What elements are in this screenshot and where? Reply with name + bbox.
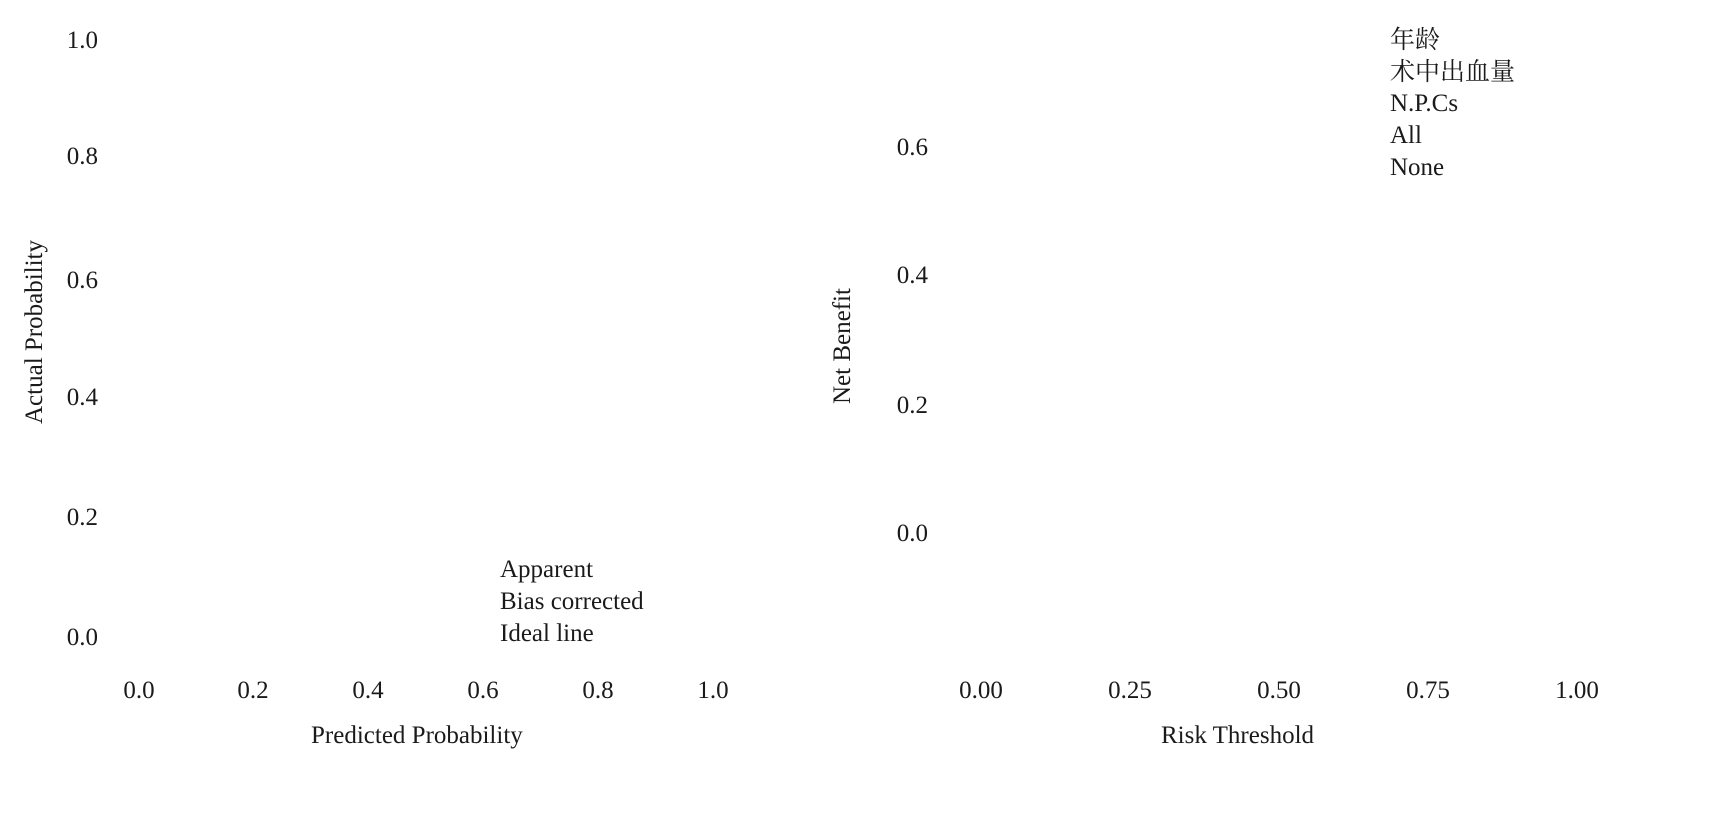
- dca-y-axis-title: Net Benefit: [829, 288, 856, 404]
- calibration-xtick-1: 0.0: [123, 677, 155, 704]
- calibration-ytick-3: 0.6: [66, 267, 98, 294]
- decision-curve-panel: [829, 0, 1716, 831]
- calibration-ytick-6: 0.0: [66, 624, 98, 651]
- dca-ytick-3: 0.2: [896, 392, 928, 419]
- legend-item-none[interactable]: None: [1390, 154, 1445, 181]
- calibration-y-axis-title: Actual Probability: [21, 240, 48, 424]
- dca-xtick-5: 1.00: [1555, 677, 1599, 704]
- calibration-xtick-5: 0.8: [582, 677, 614, 704]
- dca-xtick-4: 0.75: [1406, 677, 1450, 704]
- dca-ytick-1: 0.6: [896, 134, 928, 161]
- calibration-ytick-5: 0.2: [66, 504, 98, 531]
- dca-xtick-3: 0.50: [1257, 677, 1301, 704]
- calibration-xtick-3: 0.4: [352, 677, 384, 704]
- calibration-ytick-4: 0.4: [66, 384, 98, 411]
- legend-item-apparent[interactable]: Apparent: [500, 556, 594, 583]
- legend-item-age[interactable]: 年龄: [1390, 25, 1441, 54]
- legend-item-intraoperative-blood-loss[interactable]: 术中出血量: [1390, 57, 1516, 86]
- dca-x-axis-title: Risk Threshold: [1161, 722, 1315, 749]
- dca-xtick-1: 0.00: [959, 677, 1003, 704]
- calibration-x-axis-title: Predicted Probability: [311, 722, 523, 749]
- dca-xtick-2: 0.25: [1108, 677, 1152, 704]
- dca-legend: [1390, 24, 1515, 184]
- dca-ytick-2: 0.4: [896, 262, 928, 289]
- legend-item-bias-corrected[interactable]: Bias corrected: [500, 588, 644, 615]
- calibration-ytick-1: 1.0: [66, 27, 98, 54]
- calibration-xtick-6: 1.0: [697, 677, 729, 704]
- dca-ytick-4: 0.0: [896, 520, 928, 547]
- calibration-legend: [500, 554, 644, 650]
- legend-item-all[interactable]: All: [1390, 122, 1422, 149]
- calibration-ytick-2: 0.8: [66, 143, 98, 170]
- legend-item-ideal-line[interactable]: Ideal line: [500, 620, 594, 647]
- legend-item-npcs[interactable]: N.P.Cs: [1390, 90, 1459, 117]
- calibration-xtick-4: 0.6: [467, 677, 499, 704]
- calibration-xtick-2: 0.2: [237, 677, 269, 704]
